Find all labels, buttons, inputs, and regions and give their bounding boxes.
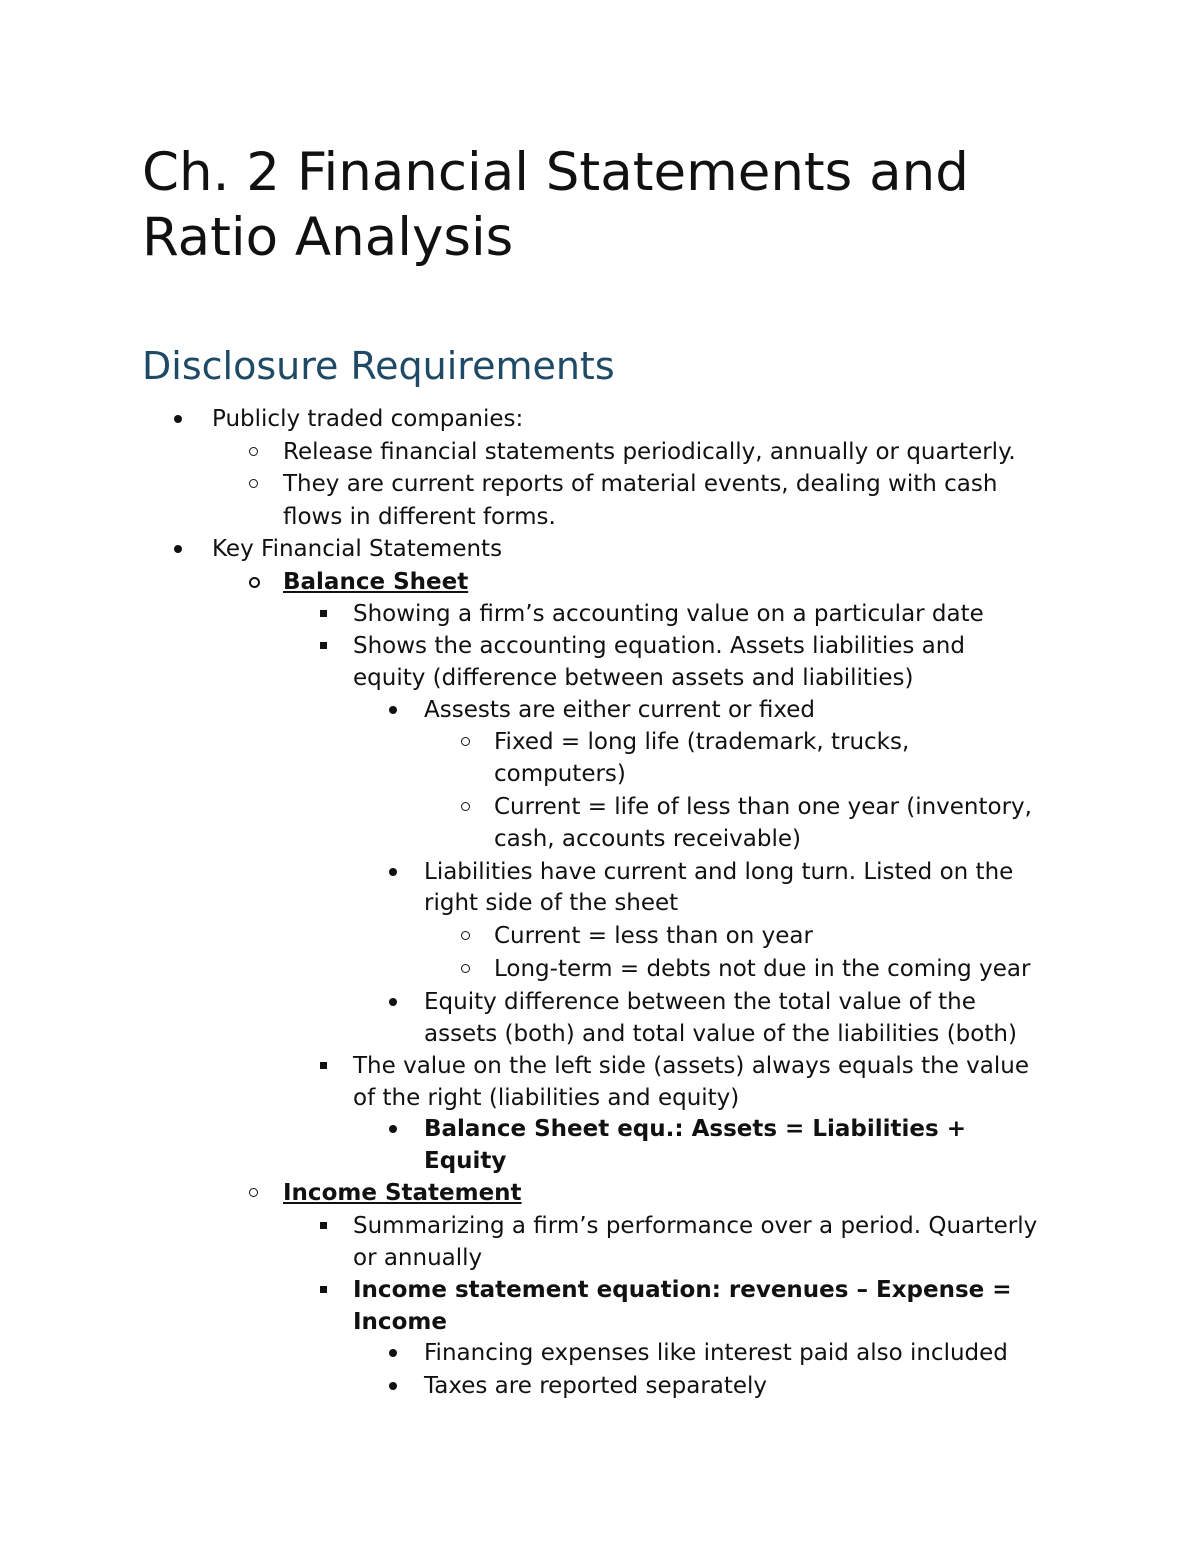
list-item-continuation: Income — [353, 1309, 447, 1335]
list-item: Shows the accounting equation. Assets liabilities and — [353, 633, 965, 659]
page-title: Ch. 2 Financial Statements and Ratio Analysis — [142, 142, 969, 268]
list-item: Long-term = debts not due in the coming year — [494, 956, 1031, 982]
list-item: Financing expenses like interest paid also included — [424, 1340, 1008, 1366]
list-item-continuation: or annually — [353, 1245, 483, 1271]
section-heading-disclosure: Disclosure Requirements — [142, 344, 615, 388]
list-item-continuation: Equity — [424, 1148, 507, 1174]
list-item: Taxes are reported separately — [424, 1373, 768, 1399]
list-item-equation: Income statement equation: revenues – Expense = — [353, 1277, 1012, 1303]
list-item: The value on the left side (assets) always equals the value — [353, 1053, 1029, 1079]
list-item-equation: Balance Sheet equ.: Assets = Liabilities + — [424, 1116, 966, 1142]
list-item-continuation: right side of the sheet — [424, 890, 679, 916]
list-item: Release financial statements periodically, annually or quarterly. — [283, 439, 1016, 465]
list-item: Showing a firm’s accounting value on a particular date — [353, 601, 984, 627]
list-item: Assests are either current or fixed — [424, 697, 815, 723]
list-item-continuation: flows in different forms. — [283, 504, 556, 530]
list-item: Summarizing a firm’s performance over a period. Quarterly — [353, 1213, 1038, 1239]
list-item: Equity difference between the total value of the — [424, 989, 976, 1015]
list-item: Liabilities have current and long turn. Listed on the — [424, 859, 1014, 885]
list-item-continuation: of the right (liabilities and equity) — [353, 1085, 740, 1111]
list-item-continuation: computers) — [494, 761, 626, 787]
list-item: Current = less than on year — [494, 923, 813, 949]
list-item-continuation: equity (difference between assets and liabilities) — [353, 665, 914, 691]
subheading-income-statement: Income Statement — [283, 1180, 522, 1206]
list-item: Fixed = long life (trademark, trucks, — [494, 729, 910, 755]
list-item: They are current reports of material events, dealing with cash — [283, 471, 998, 497]
list-item: Publicly traded companies: — [212, 406, 524, 432]
list-item-continuation: cash, accounts receivable) — [494, 826, 801, 852]
list-item-continuation: assets (both) and total value of the liabilities (both) — [424, 1021, 1017, 1047]
list-item: Key Financial Statements — [212, 536, 503, 562]
list-item: Current = life of less than one year (inventory, — [494, 794, 1032, 820]
subheading-balance-sheet: Balance Sheet — [283, 569, 469, 595]
